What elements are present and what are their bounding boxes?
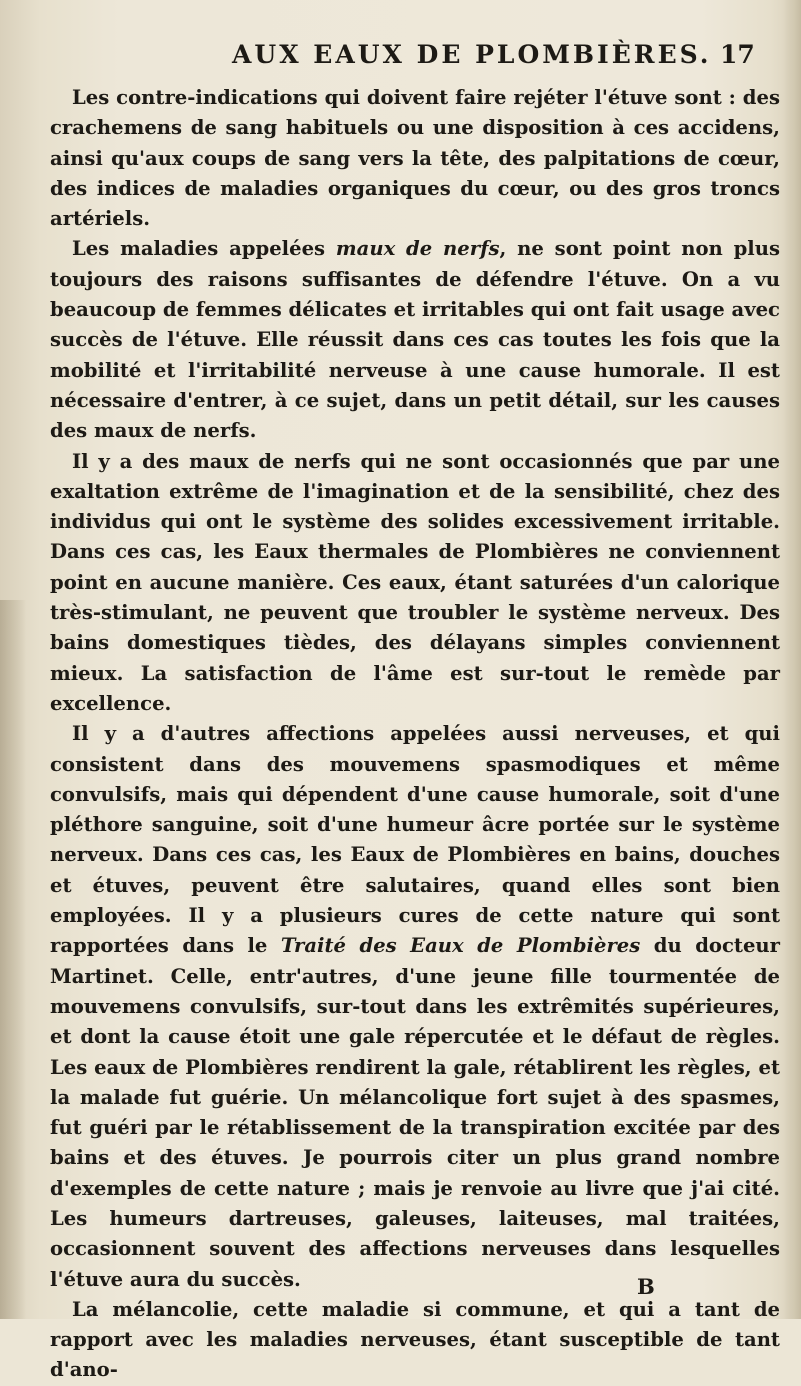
- paragraph-text-end: du docteur Martinet. Celle, entr'autres, d'une jeune fille tourmentée de mouvemens convulsifs, sur-tout dans les extrêmités supérieures, et dont la cause étoit une gale répercutée et le défaut de règles. Les eaux de Plombières rendirent la gale, rétablirent les règles, et la malade fut guérie. Un mélancolique fort sujet à des spasmes, fut guéri par le rétablissement de la transpiration excitée par des bains et des étuves. Je pourrois citer un plus grand nombre d'exemples de cette nature ; mais je renvoie au livre que j'ai cité. Les humeurs dartreuses, galeuses, laiteuses, mal traitées, occasionnent souvent des affections nerveuses dans lesquelles l'étuve aura du succès.: [50, 934, 781, 1291]
- binding-gutter-shadow: [0, 600, 26, 1319]
- page-number: 17: [720, 40, 755, 69]
- italic-term: maux de nerfs: [335, 237, 500, 261]
- page-header: [0, 40, 801, 80]
- paragraph-melancolie: La mélancolie, cette maladie si commune, et qui a tant de rapport avec les maladies nerveuses, étant susceptible de tant d'ano-: [50, 1297, 780, 1382]
- paragraph-affections-nerveuses: [50, 719, 780, 1295]
- page-edge-shadow: [783, 0, 801, 1319]
- running-title: AUX EAUX DE PLOMBIÈRES.: [232, 40, 712, 69]
- signature-mark: B: [637, 1274, 655, 1299]
- paragraph-text-start: Les maladies appelées: [72, 237, 336, 261]
- paragraph-maux-de-nerfs: [50, 234, 780, 446]
- paragraph-exaltation: Il y a des maux de nerfs qui ne sont occasionnés que par une exaltation extrême de l'imagination et de la sensibilité, chez des individus qui ont le système des solides excessivement irritable. Dans ces cas, les Eaux thermales de Plombières ne conviennent point en aucune manière. Ces eaux, étant saturées d'un calorique très-stimulant, ne peuvent que troubler le système nerveux. Des bains domestiques tièdes, des délayans simples conviennent mieux. La satisfaction de l'âme est sur-tout le remède par excellence.: [50, 449, 780, 715]
- italic-book-title: Traité des Eaux de Plombières: [280, 934, 641, 958]
- paragraph-text-start: Il y a d'autres affections appelées aussi nerveuses, et qui consistent dans des mouvemens spasmodiques et même convulsifs, mais qui dépendent d'une cause humorale, soit d'une pléthore sanguine, soit d'une humeur âcre portée sur le système nerveux. Dans ces cas, les Eaux de Plombières en bains, douches et étuves, peuvent être salutaires, quand elles sont bien employées. Il y a plusieurs cures de cette nature qui sont rapportées dans le: [50, 722, 780, 958]
- body-text: [50, 83, 780, 1386]
- paragraph-contre-indications: Les contre-indications qui doivent faire rejéter l'étuve sont : des crachemens de sang habituels ou une disposition à ces accidens, ainsi qu'aux coups de sang vers la tête, des palpitations de cœur, des indices de maladies organiques du cœur, ou des gros troncs artériels.: [50, 86, 780, 231]
- paragraph-text-end: , ne sont point non plus toujours des raisons suffisantes de défendre l'étuve. On a vu beaucoup de femmes délicates et irritables qui ont fait usage avec succès de l'étuve. Elle réussit dans ces cas toutes les fois que la mobilité et l'irritabilité nerveuse à une cause humorale. Il est nécessaire d'entrer, à ce sujet, dans un petit détail, sur les causes des maux de nerfs.: [50, 237, 780, 443]
